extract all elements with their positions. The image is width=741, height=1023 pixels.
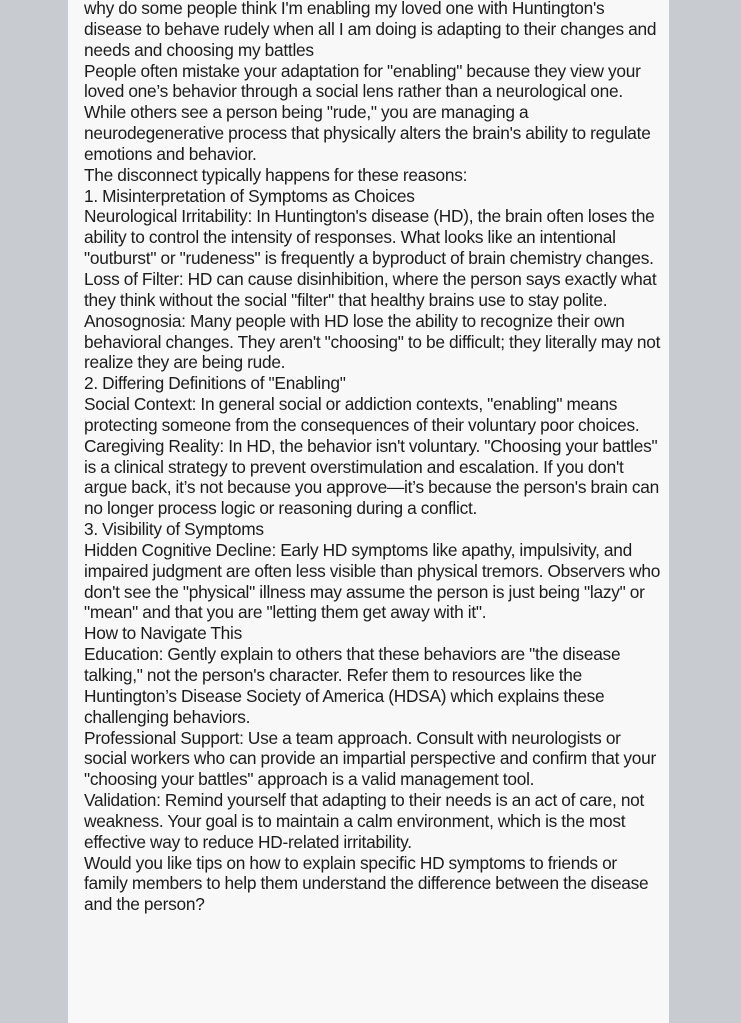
section-point: Validation: Remind yourself that adapting to their needs is an act of care, not weakness. Your goal is to maintain a calm environment, which is the most effective way to reduce HD-related irritability. [84,790,645,852]
user-question: why do some people think I'm enabling my loved one with Huntington's disease to behave rudely when all I am doing is adapting to their changes and needs and choosing my battles [84,0,657,60]
section-point: Anosognosia: Many people with HD lose the ability to recognize their own behavioral changes. They aren't "choosing" to be difficult; they literally may not realize they are being rude. [84,310,661,373]
section-heading: 1. Misinterpretation of Symptoms as Choices [84,185,415,206]
section-heading: 3. Visibility of Symptoms [84,519,264,540]
message-content [84,0,662,915]
intro-paragraph: People often mistake your adaptation for "enabling" because they view your loved one’s behavior through a social lens rather than a neurological one. While others see a person being "rude," you are managing a neurodegenerative process that physically alters the brain's ability to regulate emotions and behavior. [84,60,651,164]
section-heading: How to Navigate This [84,623,243,644]
message-panel [68,0,669,1023]
section-point: Loss of Filter: HD can cause disinhibition, where the person says exactly what they think without the social "filter" that healthy brains use to stay polite. [84,268,657,310]
section-point: Hidden Cognitive Decline: Early HD symptoms like apathy, impulsivity, and impaired judgment are often less visible than physical tremors. Observers who don't see the "physical" illness may assume the person is just being "lazy" or "mean" and that you are "letting them get away with it". [84,539,661,623]
section-heading: 2. Differing Definitions of "Enabling" [84,373,346,394]
section-point: Social Context: In general social or addiction contexts, "enabling" means protecting someone from the consequences of their voluntary poor choices. [84,394,640,435]
section-point: Caregiving Reality: In HD, the behavior isn't voluntary. "Choosing your battles" is a clinical strategy to prevent overstimulation and escalation. If you don't argue back, it’s not because you approve—it’s because the person's brain can no longer process logic or reasoning during a conflict. [84,435,660,519]
section-point: Professional Support: Use a team approach. Consult with neurologists or social workers who can provide an impartial perspective and confirm that your "choosing your battles" approach is a valid management tool. [84,727,657,790]
section-point: Education: Gently explain to others that these behaviors are "the disease talking," not the person's character. Refer them to resources like the Huntington’s Disease Society of America (HDSA) which explains these challenging behaviors. [84,644,621,727]
section-point: Neurological Irritability: In Huntington's disease (HD), the brain often loses the ability to control the intensity of responses. What looks like an intentional "outburst" or "rudeness" is frequently a byproduct of brain chemistry changes. [84,206,655,269]
closing-question: Would you like tips on how to explain specific HD symptoms to friends or family members to help them understand the difference between the disease and the person? [84,852,649,915]
lead-in: The disconnect typically happens for these reasons: [84,164,468,185]
